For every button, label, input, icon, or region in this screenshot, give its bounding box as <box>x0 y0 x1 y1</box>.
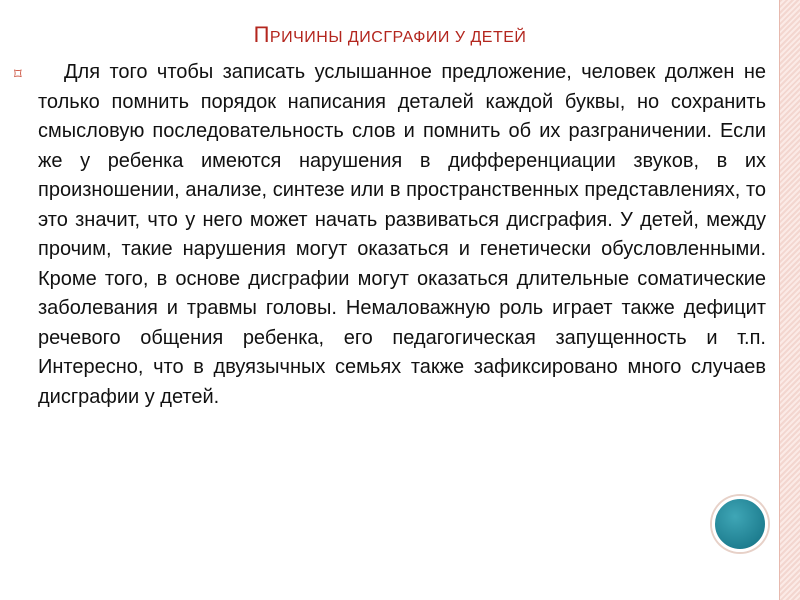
slide-title <box>0 22 780 48</box>
body-paragraph: Для того чтобы записать услышанное предложение, человек должен не только помнить порядок написания деталей каждой буквы, но сохранить смысловую последовательность слов и помнить об их разграничении. Если же у ребенка имеются нарушения в дифференциации звуков, в их произношении, анализе, синтезе или в пространственных представлениях, то это значит, что у него может начать развиваться дисграфия. У детей, между прочим, такие нарушения могут оказаться и генетически обусловленными. Кроме того, в основе дисграфии могут оказаться длительные соматические заболевания и травмы головы. Немаловажную роль играет также дефицит речевого общения ребенка, его педагогическая запущенность и т.п. Интересно, что в двуязычных семьях также зафиксировано много случаев дисграфии у детей. <box>38 61 766 408</box>
title-initial: П <box>253 22 270 47</box>
decorative-circle <box>712 496 768 552</box>
bullet-icon: ⌑ <box>14 65 22 83</box>
title-rest: РИЧИНЫ ДИСГРАФИИ У ДЕТЕЙ <box>269 29 527 46</box>
decorative-border <box>779 0 800 600</box>
